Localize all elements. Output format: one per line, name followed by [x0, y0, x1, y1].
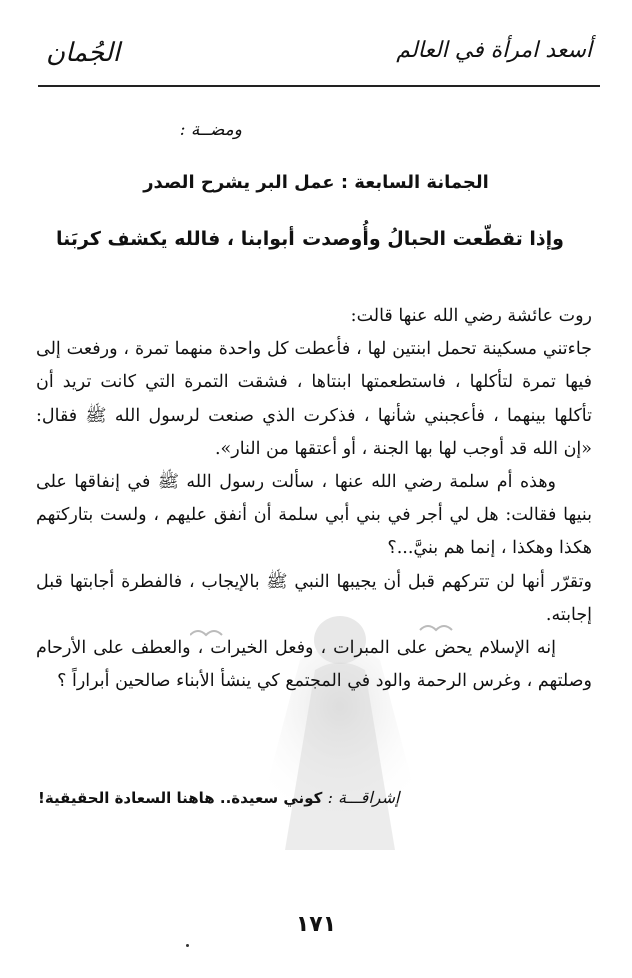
verse-second-hemistich: أبوابنا ، فالله يكشف كربَنا — [56, 228, 295, 250]
body-text — [36, 300, 592, 698]
section-title: الجمانة السابعة : عمل البر يشرح الصدر — [143, 172, 489, 193]
verse-first-hemistich: وإذا تقطّعت الحبالُ وأُوصدت — [302, 228, 564, 250]
paragraph: إنه الإسلام يحض على المبرات ، وفعل الخيرات ، والعطف على الأرحام وصلتهم ، وغرس الرحمة والود في المجتمع كي ينشأ الأبناء صالحين أبراراً ؟ — [36, 638, 592, 692]
footnote-text: كوني سعيدة.. هاهنا السعادة الحقيقية! — [38, 789, 323, 807]
section-name: الجُمان — [46, 38, 120, 68]
paragraph: جاءتني مسكينة تحمل ابنتين لها ، فأعطت كل واحدة منهما تمرة ، ورفعت إلى فيها تمرة لتأكلها ، فاستطعمتها ابنتاها ، فشقت التمرة التي كانت تريد أن تأكلها بينهما ، فأعجبني شأنها ، فذكرت الذي صنعت لرسول الله ﷺ فقال: «إن الله قد أوجب لها بها الجنة ، أو أعتقها من النار». — [36, 339, 592, 459]
page-number: ١٧١ — [295, 912, 337, 937]
paragraph: روت عائشة رضي الله عنها قالت: — [350, 306, 592, 326]
paragraph: وهذه أم سلمة رضي الله عنها ، سألت رسول الله ﷺ في إنفاقها على بنيها فقالت: هل لي أجر في بني أبي سلمة أن أنفق عليهم ، ولست بتاركتهم هكذا وهكذا ، إنما هم بنيَّ...؟ — [36, 472, 592, 559]
footnote — [38, 788, 399, 807]
footnote-lead: إشراقـــة : — [327, 788, 400, 807]
header-divider — [38, 85, 600, 87]
paragraph: وتقرّر أنها لن تتركهم قبل أن يجيبها النبي ﷺ بالإيجاب ، فالفطرة أجابتها قبل إجابته. — [36, 571, 592, 625]
book-title: أسعد امرأة في العالم — [396, 38, 592, 63]
print-speck — [186, 944, 189, 947]
intro-label: ومضــة : — [179, 120, 242, 140]
